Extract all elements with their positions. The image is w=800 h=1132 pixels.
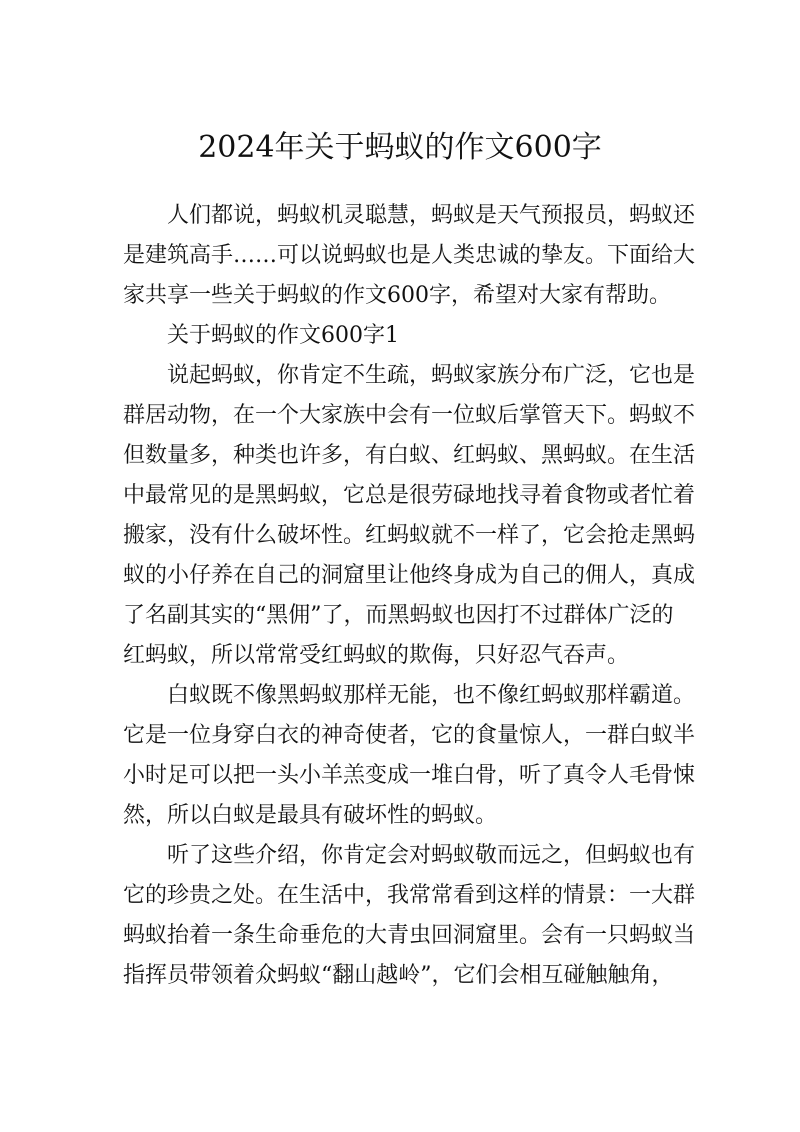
document-title: 2024年关于蚂蚁的作文600字 — [198, 130, 602, 165]
text-line: 群居动物，在一个大家族中会有一位蚁后掌管天下。蚂蚁不 — [123, 403, 696, 428]
document-body — [123, 196, 696, 996]
text-line: 家共享一些关于蚂蚁的作文600字，希望对大家有帮助。 — [123, 283, 671, 308]
text-line: 白蚁既不像黑蚂蚁那样无能，也不像红蚂蚁那样霸道。 — [167, 683, 696, 708]
intro-paragraph — [123, 196, 696, 316]
body-paragraph — [123, 676, 696, 836]
text-line: 小时足可以把一头小羊羔变成一堆白骨，听了真令人毛骨悚 — [123, 763, 696, 788]
text-line: 是建筑高手……可以说蚂蚁也是人类忠诚的挚友。下面给大 — [123, 243, 696, 268]
text-line: 蚁的小仔养在自己的洞窟里让他终身成为自己的佣人，真成 — [123, 563, 696, 588]
text-line: 中最常见的是黑蚂蚁，它总是很劳碌地找寻着食物或者忙着 — [123, 483, 696, 508]
text-line: 然，所以白蚁是最具有破坏性的蚂蚁。 — [123, 803, 498, 828]
text-line: 人们都说，蚂蚁机灵聪慧，蚂蚁是天气预报员，蚂蚁还 — [167, 203, 696, 228]
section-heading — [123, 316, 683, 356]
body-paragraph — [123, 836, 696, 996]
text-line: 了名副其实的“黑佣”了，而黑蚂蚁也因打不过群体广泛的 — [123, 603, 674, 628]
text-line: 蚂蚁抬着一条生命垂危的大青虫回洞窟里。会有一只蚂蚁当 — [123, 923, 696, 948]
body-paragraph — [123, 356, 696, 676]
text-line: 它的珍贵之处。在生活中，我常常看到这样的情景：一大群 — [123, 883, 696, 908]
text-line: 搬家，没有什么破坏性。红蚂蚁就不一样了，它会抢走黑蚂 — [123, 523, 696, 548]
text-line: 关于蚂蚁的作文600字1 — [167, 323, 399, 348]
text-line: 听了这些介绍，你肯定会对蚂蚁敬而远之，但蚂蚁也有 — [167, 843, 696, 868]
text-line: 但数量多，种类也许多，有白蚁、红蚂蚁、黑蚂蚁。在生活 — [123, 443, 696, 468]
text-line: 指挥员带领着众蚂蚁“翻山越岭”，它们会相互碰触触角， — [123, 963, 674, 988]
text-line: 它是一位身穿白衣的神奇使者，它的食量惊人，一群白蚁半 — [123, 723, 696, 748]
text-line: 说起蚂蚁，你肯定不生疏，蚂蚁家族分布广泛，它也是 — [167, 363, 696, 388]
text-line: 红蚂蚁，所以常常受红蚂蚁的欺侮，只好忍气吞声。 — [123, 643, 630, 668]
